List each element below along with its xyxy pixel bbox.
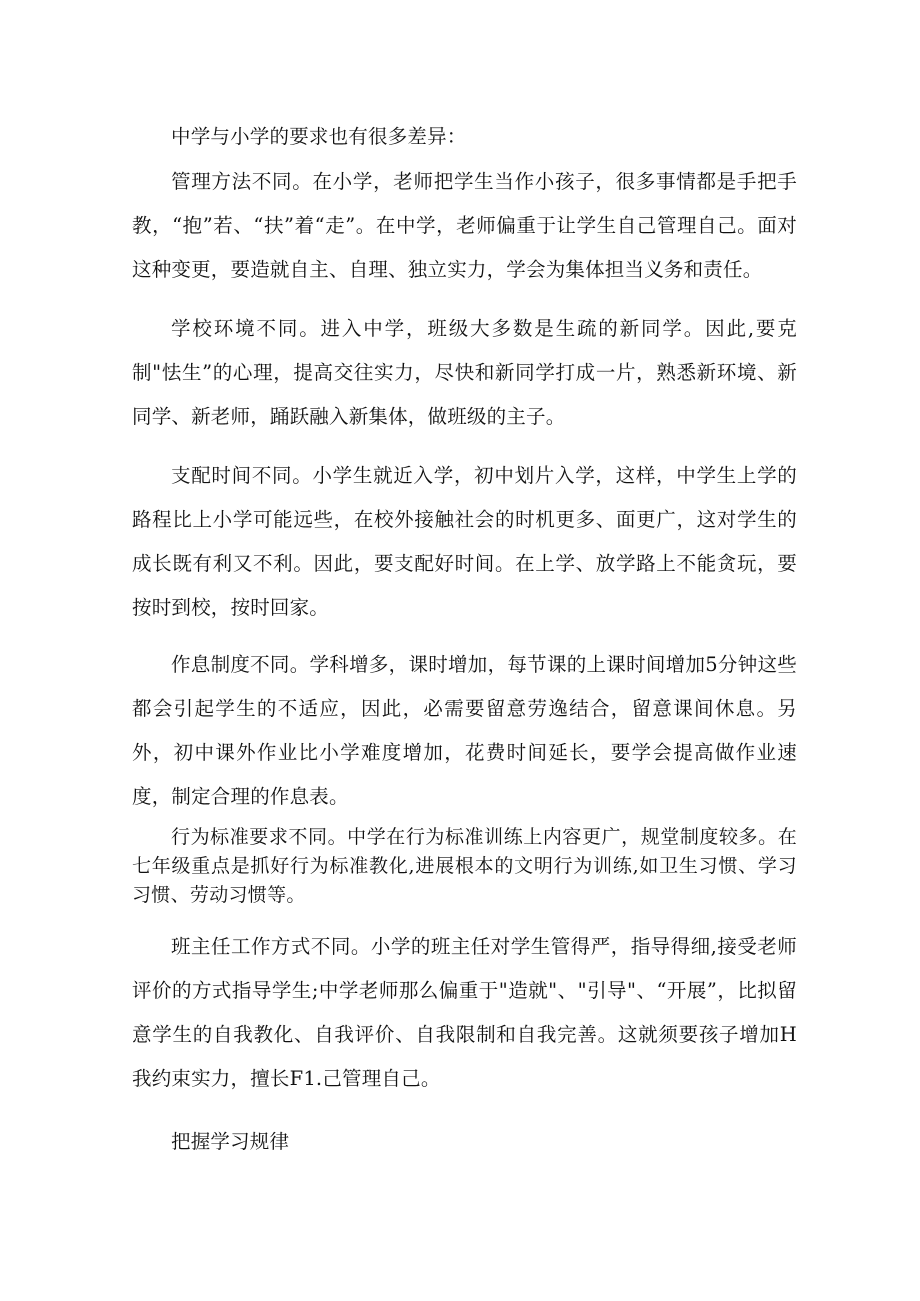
paragraph-time-arrangement: 支配时间不同。小学生就近入学，初中划片入学，这样，中学生上学的路程比上小学可能远些，在校外接触社会的时机更多、面更广，这对学生的成长既有利又不利。因此，要支配好时间。在上学、放学路上不能贪玩，要按时到校，按时回家。: [132, 464, 797, 619]
paragraph-school-environment: 学校环境不同。进入中学，班级大多数是生疏的新同学。因此,要克制"怯生”的心理，提高交往实力，尽快和新同学打成一片，熟悉新环境、新同学、新老师，踊跃融入新集体，做班级的主子。: [132, 317, 797, 428]
paragraph-intro: 中学与小学的要求也有很多差异：: [171, 125, 467, 148]
paragraph-head-teacher: 班主任工作方式不同。小学的班主任对学生管得严，指导得细,接受老师评价的方式指导学生;中学老师那么偏重于"造就"、"引导"、“开展”，比拟留意学生的自我教化、自我评价、自我限制和自我完善。这就须要孩子增加H我约束实力，擅长F1.己管理自己。: [132, 935, 797, 1090]
paragraph-behavior-standards: 行为标准要求不同。中学在行为标准训练上内容更广，规堂制度较多。在七年级重点是抓好行为标准教化,进展根本的文明行为训练,如卫生习惯、学习习惯、劳动习惯等。: [132, 826, 797, 906]
paragraph-management: 管理方法不同。在小学，老师把学生当作小孩子，很多事情都是手把手教，“抱”若、“扶”着“走”。在中学，老师偏重于让学生自己管理自己。面对这种变更，要造就自主、自理、独立实力，学会为集体担当义务和责任。: [132, 170, 797, 281]
paragraph-schedule: 作息制度不同。学科增多，课时增加，每节课的上课时间增加5分钟这些都会引起学生的不适应，因此，必需要留意劳逸结合，留意课间休息。另外，初中课外作业比小学难度增加，花费时间延长，要学会提高做作业速度，制定合理的作息表。: [132, 653, 797, 808]
paragraph-learning-rules-heading: 把握学习规律: [171, 1130, 290, 1153]
